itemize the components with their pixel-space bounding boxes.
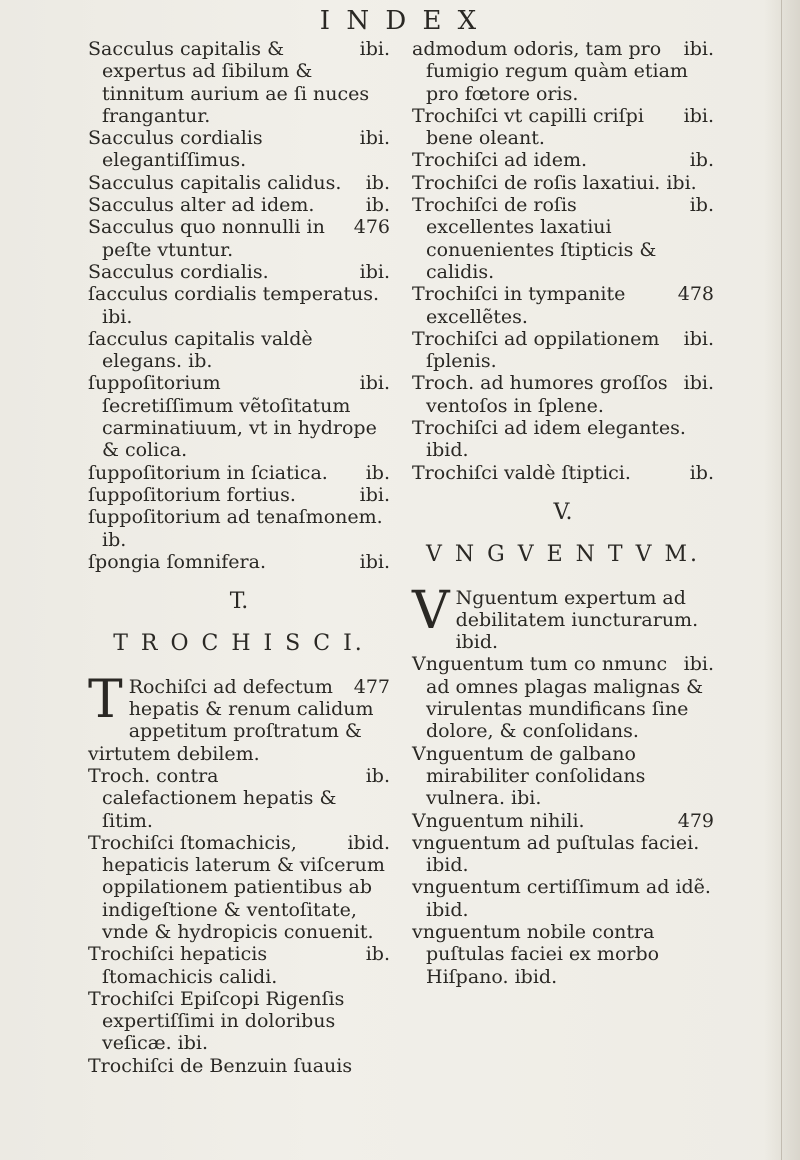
index-entry <box>412 653 714 742</box>
index-entry <box>88 127 390 172</box>
index-entry <box>88 372 390 461</box>
entry-text: vnguentum ad puſtulas faciei. ibid. <box>412 831 700 877</box>
entry-text: Trochiſci de roſis excellentes laxatiui conuenientes ſtipticis & calidis. <box>412 194 657 283</box>
entry-ref: ibi. <box>683 104 714 127</box>
entry-text: Trochiſci ad idem elegantes. ibid. <box>412 417 686 462</box>
index-entry <box>412 149 714 171</box>
entry-text: ſacculus cordialis temperatus. ibi. <box>88 283 380 328</box>
entry-ref: 477 <box>353 675 390 698</box>
entry-text: vnguentum certiſſimum ad idẽ. ibid. <box>412 876 711 921</box>
initial-entry-trochisci <box>88 669 390 765</box>
right-entries-top <box>412 38 714 484</box>
index-entry <box>88 943 390 988</box>
page-edge-shadow <box>764 0 800 1160</box>
entry-ref: ib. <box>689 461 714 484</box>
entry-ref: ibi. <box>359 372 390 395</box>
entry-text: Trochiſci Epiſcopi Rigenſis expertiſſimi in doloribus veſicæ. ibi. <box>88 987 345 1055</box>
entry-ref: ibi. <box>683 653 714 676</box>
index-entry <box>412 832 714 877</box>
entry-ref: ibi. <box>359 260 390 283</box>
index-entry <box>88 484 390 506</box>
entry-ref: ibid. <box>347 831 390 854</box>
entry-ref: ibi. <box>359 483 390 506</box>
left-entries-top <box>88 38 390 573</box>
entry-ref: ibi. <box>683 327 714 350</box>
entry-ref: ibi. <box>359 550 390 573</box>
entry-text: vnguentum nobile contra puſtulas faciei ex morbo Hiſpano. ibid. <box>412 920 660 988</box>
entry-ref: ib. <box>689 194 714 217</box>
entry-text: ſpongia ſomnifera. <box>88 550 267 573</box>
entry-text: Trochiſci ſtomachicis, hepaticis laterum & viſcerum oppilationem patientibus ab indigeſtione & ventoſitate, vnde & hydropicis conuenit. <box>88 831 385 943</box>
entry-text: Sacculus cordialis elegantiſſimus. <box>88 127 263 172</box>
entry-ref: ib. <box>365 461 390 484</box>
entry-ref: ibi. <box>359 127 390 150</box>
initial-entry-vnguentum <box>412 580 714 654</box>
index-entry <box>88 261 390 283</box>
index-entry <box>412 105 714 150</box>
index-entry <box>412 328 714 373</box>
index-entry <box>412 194 714 283</box>
entry-text: Rochiſci ad defectum hepatis & renum calidum appetitum proſtratum & virtutem debilem. <box>88 675 374 765</box>
entry-text: ſacculus capitalis valdè elegans. ib. <box>88 327 313 373</box>
index-entry <box>412 743 714 810</box>
index-entry <box>88 328 390 373</box>
entry-text: Sacculus capitalis calidus. <box>88 171 342 194</box>
index-entry <box>88 765 390 832</box>
left-entries-bottom <box>88 765 390 1077</box>
entry-text: Trochiſci valdè ſtiptici. <box>412 461 631 484</box>
right-entries-bottom <box>412 653 714 987</box>
entry-ref: ib. <box>365 764 390 787</box>
entry-ref: 476 <box>353 216 390 239</box>
entry-text: Sacculus cordialis. <box>88 260 269 283</box>
left-column <box>88 38 390 1077</box>
entry-text: Vnguentum de galbano mirabiliter conſolidans vulnera. ibi. <box>412 742 646 810</box>
entry-text: Trochiſci in tympanite excellẽtes. <box>412 283 626 328</box>
entry-ref: 479 <box>677 809 714 832</box>
entry-ref: ib. <box>365 943 390 966</box>
index-entry <box>88 172 390 194</box>
index-entry <box>412 372 714 417</box>
section-title-trochisci: T R O C H I S C I. <box>113 631 365 657</box>
entry-ref: ib. <box>365 194 390 217</box>
entry-text: Vnguentum tum co nmunc ad omnes plagas malignas & virulentas mundificans ſine dolore, & conſolidans. <box>412 653 704 743</box>
entry-text: ſuppoſitorium fortius. <box>88 483 296 506</box>
entry-text: Trochiſci de Benzuin ſuauis <box>88 1054 353 1077</box>
entry-text: Sacculus alter ad idem. <box>88 194 315 217</box>
entry-ref: ib. <box>689 149 714 172</box>
index-entry <box>88 506 390 551</box>
section-title-vnguentum: V N G V E N T V M. <box>426 542 700 568</box>
entry-ref: ib. <box>365 171 390 194</box>
entry-text: ſuppoſitorium ad tenaſmonem. ib. <box>88 506 383 551</box>
entry-ref: 478 <box>677 283 714 306</box>
entry-ref: ibi. <box>359 38 390 60</box>
page-fold-line <box>781 0 782 1160</box>
index-entry <box>412 172 714 194</box>
entry-text: Trochiſci ad oppilationem ſplenis. <box>412 327 660 373</box>
index-entry <box>412 810 714 832</box>
entry-text: ſuppoſitorium in ſciatica. <box>88 461 328 484</box>
index-entry <box>412 417 714 462</box>
letter-heading-v: V. <box>553 499 573 525</box>
entry-text: admodum odoris, tam pro fumigio regum quàm etiam pro fœtore oris. <box>412 38 688 105</box>
index-entry <box>88 194 390 216</box>
index-entry <box>412 38 714 105</box>
entry-text: Trochiſci vt capilli criſpi bene oleant. <box>412 104 644 150</box>
index-entry <box>88 832 390 943</box>
index-entry <box>88 38 390 127</box>
page-header: I N D E X <box>319 6 481 36</box>
index-entry <box>88 988 390 1055</box>
index-entry <box>412 283 714 328</box>
index-entry <box>88 551 390 573</box>
entry-text: Sacculus capitalis & expertus ad ſibilum & tinnitum aurium ae ſi nuces frangantur. <box>88 38 370 127</box>
index-entry <box>412 462 714 484</box>
drop-cap: T <box>88 669 123 730</box>
index-entry <box>412 921 714 988</box>
entry-text: Vnguentum nihili. <box>412 809 585 832</box>
drop-cap: V <box>412 580 450 641</box>
index-entry <box>88 216 390 261</box>
index-entry <box>88 462 390 484</box>
entry-text: Troch. ad humores groſſos ventoſos in ſplene. <box>412 372 668 417</box>
index-entry <box>412 876 714 921</box>
right-column <box>412 38 714 988</box>
entry-text: Nguentum expertum ad debilitatem iuncturarum. ibid. <box>455 586 699 654</box>
index-entry <box>88 1055 390 1077</box>
entry-text: Troch. contra calefactionem hepatis & ſitim. <box>88 764 337 832</box>
entry-text: Trochiſci ad idem. <box>412 149 588 172</box>
entry-text: ſuppoſitorium ſecretiſſimum vẽtoſitatum carminatiuum, vt in hydrope & colica. <box>88 372 377 462</box>
entry-ref: ibi. <box>683 372 714 395</box>
letter-heading-t: T. <box>229 589 249 615</box>
index-entry <box>88 283 390 328</box>
entry-text: Trochiſci de roſis laxatiui. ibi. <box>412 171 697 194</box>
entry-text: Sacculus quo nonnulli in peſte vtuntur. <box>88 216 325 261</box>
entry-ref: ibi. <box>683 38 714 60</box>
entry-text: Trochiſci hepaticis ſtomachicis calidi. <box>88 943 278 988</box>
